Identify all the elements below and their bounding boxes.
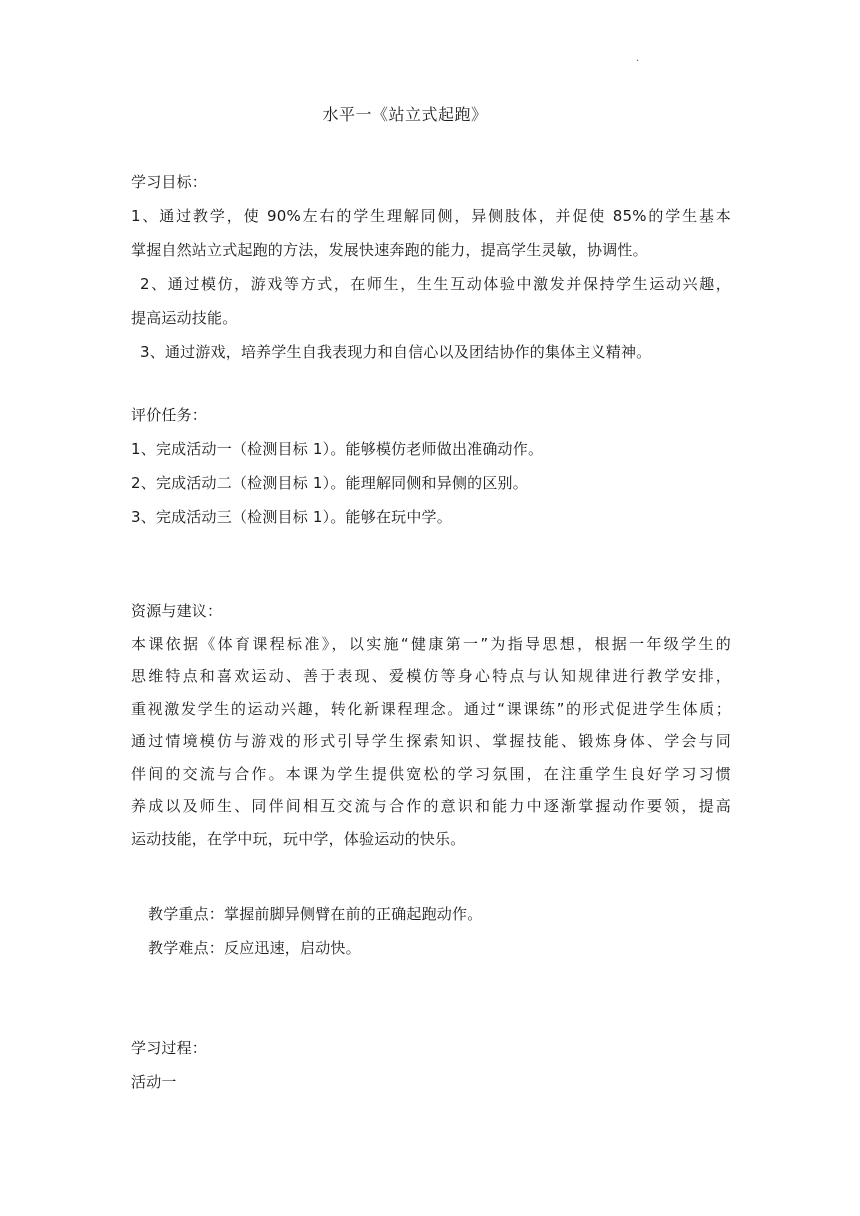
evaluation-task-2: 2、完成活动二（检测目标 1）。能理解同侧和异侧的区别。 — [131, 474, 528, 492]
process-section — [131, 1031, 731, 1099]
resources-line-5: 伴间的交流与合作。本课为学生提供宽松的学习氛围，在注重学生良好学习习惯 — [131, 764, 731, 783]
objective-line-4: 提高运动技能。 — [131, 309, 238, 327]
objectives-heading: 学习目标： — [131, 173, 208, 191]
page-title: 水平一《站立式起跑》 — [322, 105, 488, 124]
resources-heading: 资源与建议： — [131, 602, 223, 620]
objective-line-5: 3、通过游戏，培养学生自我表现力和自信心以及团结协作的集体主义精神。 — [140, 343, 652, 361]
resources-line-3: 重视激发学生的运动兴趣，转化新课程理念。通过“课课练”的形式促进学生体质； — [131, 699, 731, 718]
objective-line-2: 掌握自然站立式起跑的方法，发展快速奔跑的能力，提高学生灵敏，协调性。 — [131, 241, 648, 259]
resources-line-6: 养成以及师生、同伴间相互交流与合作的意识和能力中逐渐掌握动作要领，提高 — [131, 797, 731, 815]
resources-line-1: 本课依据《体育课程标准》，以实施“健康第一”为指导思想，根据一年级学生的 — [131, 634, 731, 653]
activity-one-label: 活动一 — [131, 1073, 177, 1091]
objective-line-3: 2、通过模仿，游戏等方式，在师生，生生互动体验中激发并保持学生运动兴趣， — [140, 275, 731, 293]
key-points-section — [131, 897, 731, 965]
evaluation-task-1: 1、完成活动一（检测目标 1）。能够模仿老师做出准确动作。 — [131, 440, 544, 458]
evaluation-section — [131, 398, 731, 534]
resources-line-2: 思维特点和喜欢运动、善于表现、爱模仿等身心特点与认知规律进行教学安排， — [131, 667, 731, 685]
resources-line-7: 运动技能，在学中玩，玩中学，体验运动的快乐。 — [131, 829, 466, 848]
page-marker-dot: · — [636, 56, 640, 67]
resources-line-4: 通过情境模仿与游戏的形式引导学生探索知识、掌握技能、锻炼身体、学会与同 — [131, 732, 731, 750]
evaluation-task-3: 3、完成活动三（检测目标 1）。能够在玩中学。 — [131, 508, 452, 526]
evaluation-heading: 评价任务： — [131, 406, 208, 424]
teaching-difficulty: 教学难点：反应迅速，启动快。 — [148, 939, 361, 957]
resources-section — [131, 595, 731, 855]
objectives-section — [131, 165, 731, 369]
objective-line-1: 1、通过教学，使 90%左右的学生理解同侧，异侧肢体，并促使 85%的学生基本 — [131, 207, 731, 225]
teaching-focus: 教学重点：掌握前脚异侧臂在前的正确起跑动作。 — [148, 905, 483, 923]
process-heading: 学习过程： — [131, 1039, 208, 1057]
